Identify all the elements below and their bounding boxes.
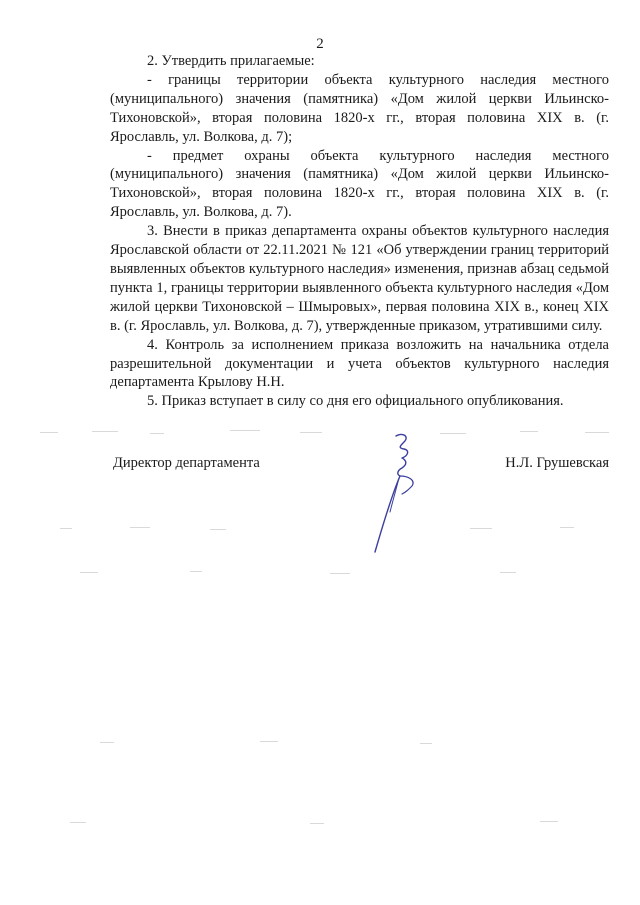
page-number: 2 bbox=[316, 36, 324, 52]
paragraph-5: 5. Приказ вступает в силу со дня его официального опубликования. bbox=[147, 393, 564, 410]
handwritten-signature bbox=[360, 430, 430, 555]
document-body bbox=[110, 52, 609, 411]
paragraph-2-item-protection-subject: - предмет охраны объекта культурного наследия местного (муниципального) значения (памятника) «Дом жилой церкви Ильинско-Тихоновской», вторая половина 1820-х гг., вторая половина XIX в. (г. Ярославль, ул. Волкова, д. 7). bbox=[110, 147, 609, 221]
signatory-title: Директор департамента bbox=[113, 455, 260, 471]
paragraph-4: 4. Контроль за исполнением приказа возложить на начальника отдела разрешительной документации и учета объектов культурного наследия департамента Крылову Н.Н. bbox=[110, 336, 609, 391]
paragraph-2: 2. Утвердить прилагаемые: bbox=[147, 53, 315, 69]
paragraph-3: 3. Внести в приказ департамента охраны объектов культурного наследия Ярославской области от 22.11.2021 № 121 «Об утверждении границ территорий выявленных объектов культурного наследия» изменения, признав абзац седьмой пункта 1, границы территории выявленного объекта культурного наследия «Дом жилой церкви Тихоновской – Шмыровых», первая половина XIX в., конец XIX в. (г. Ярославль, ул. Волкова, д. 7), утвержденные приказом, утратившими силу. bbox=[110, 223, 609, 334]
signatory-name: Н.Л. Грушевская bbox=[505, 455, 609, 471]
paragraph-2-item-boundaries: - границы территории объекта культурного наследия местного (муниципального) значения (памятника) «Дом жилой церкви Ильинско-Тихоновской», вторая половина 1820-х гг., вторая половина XIX в. (г. Ярославль, ул. Волкова, д. 7); bbox=[110, 71, 609, 145]
